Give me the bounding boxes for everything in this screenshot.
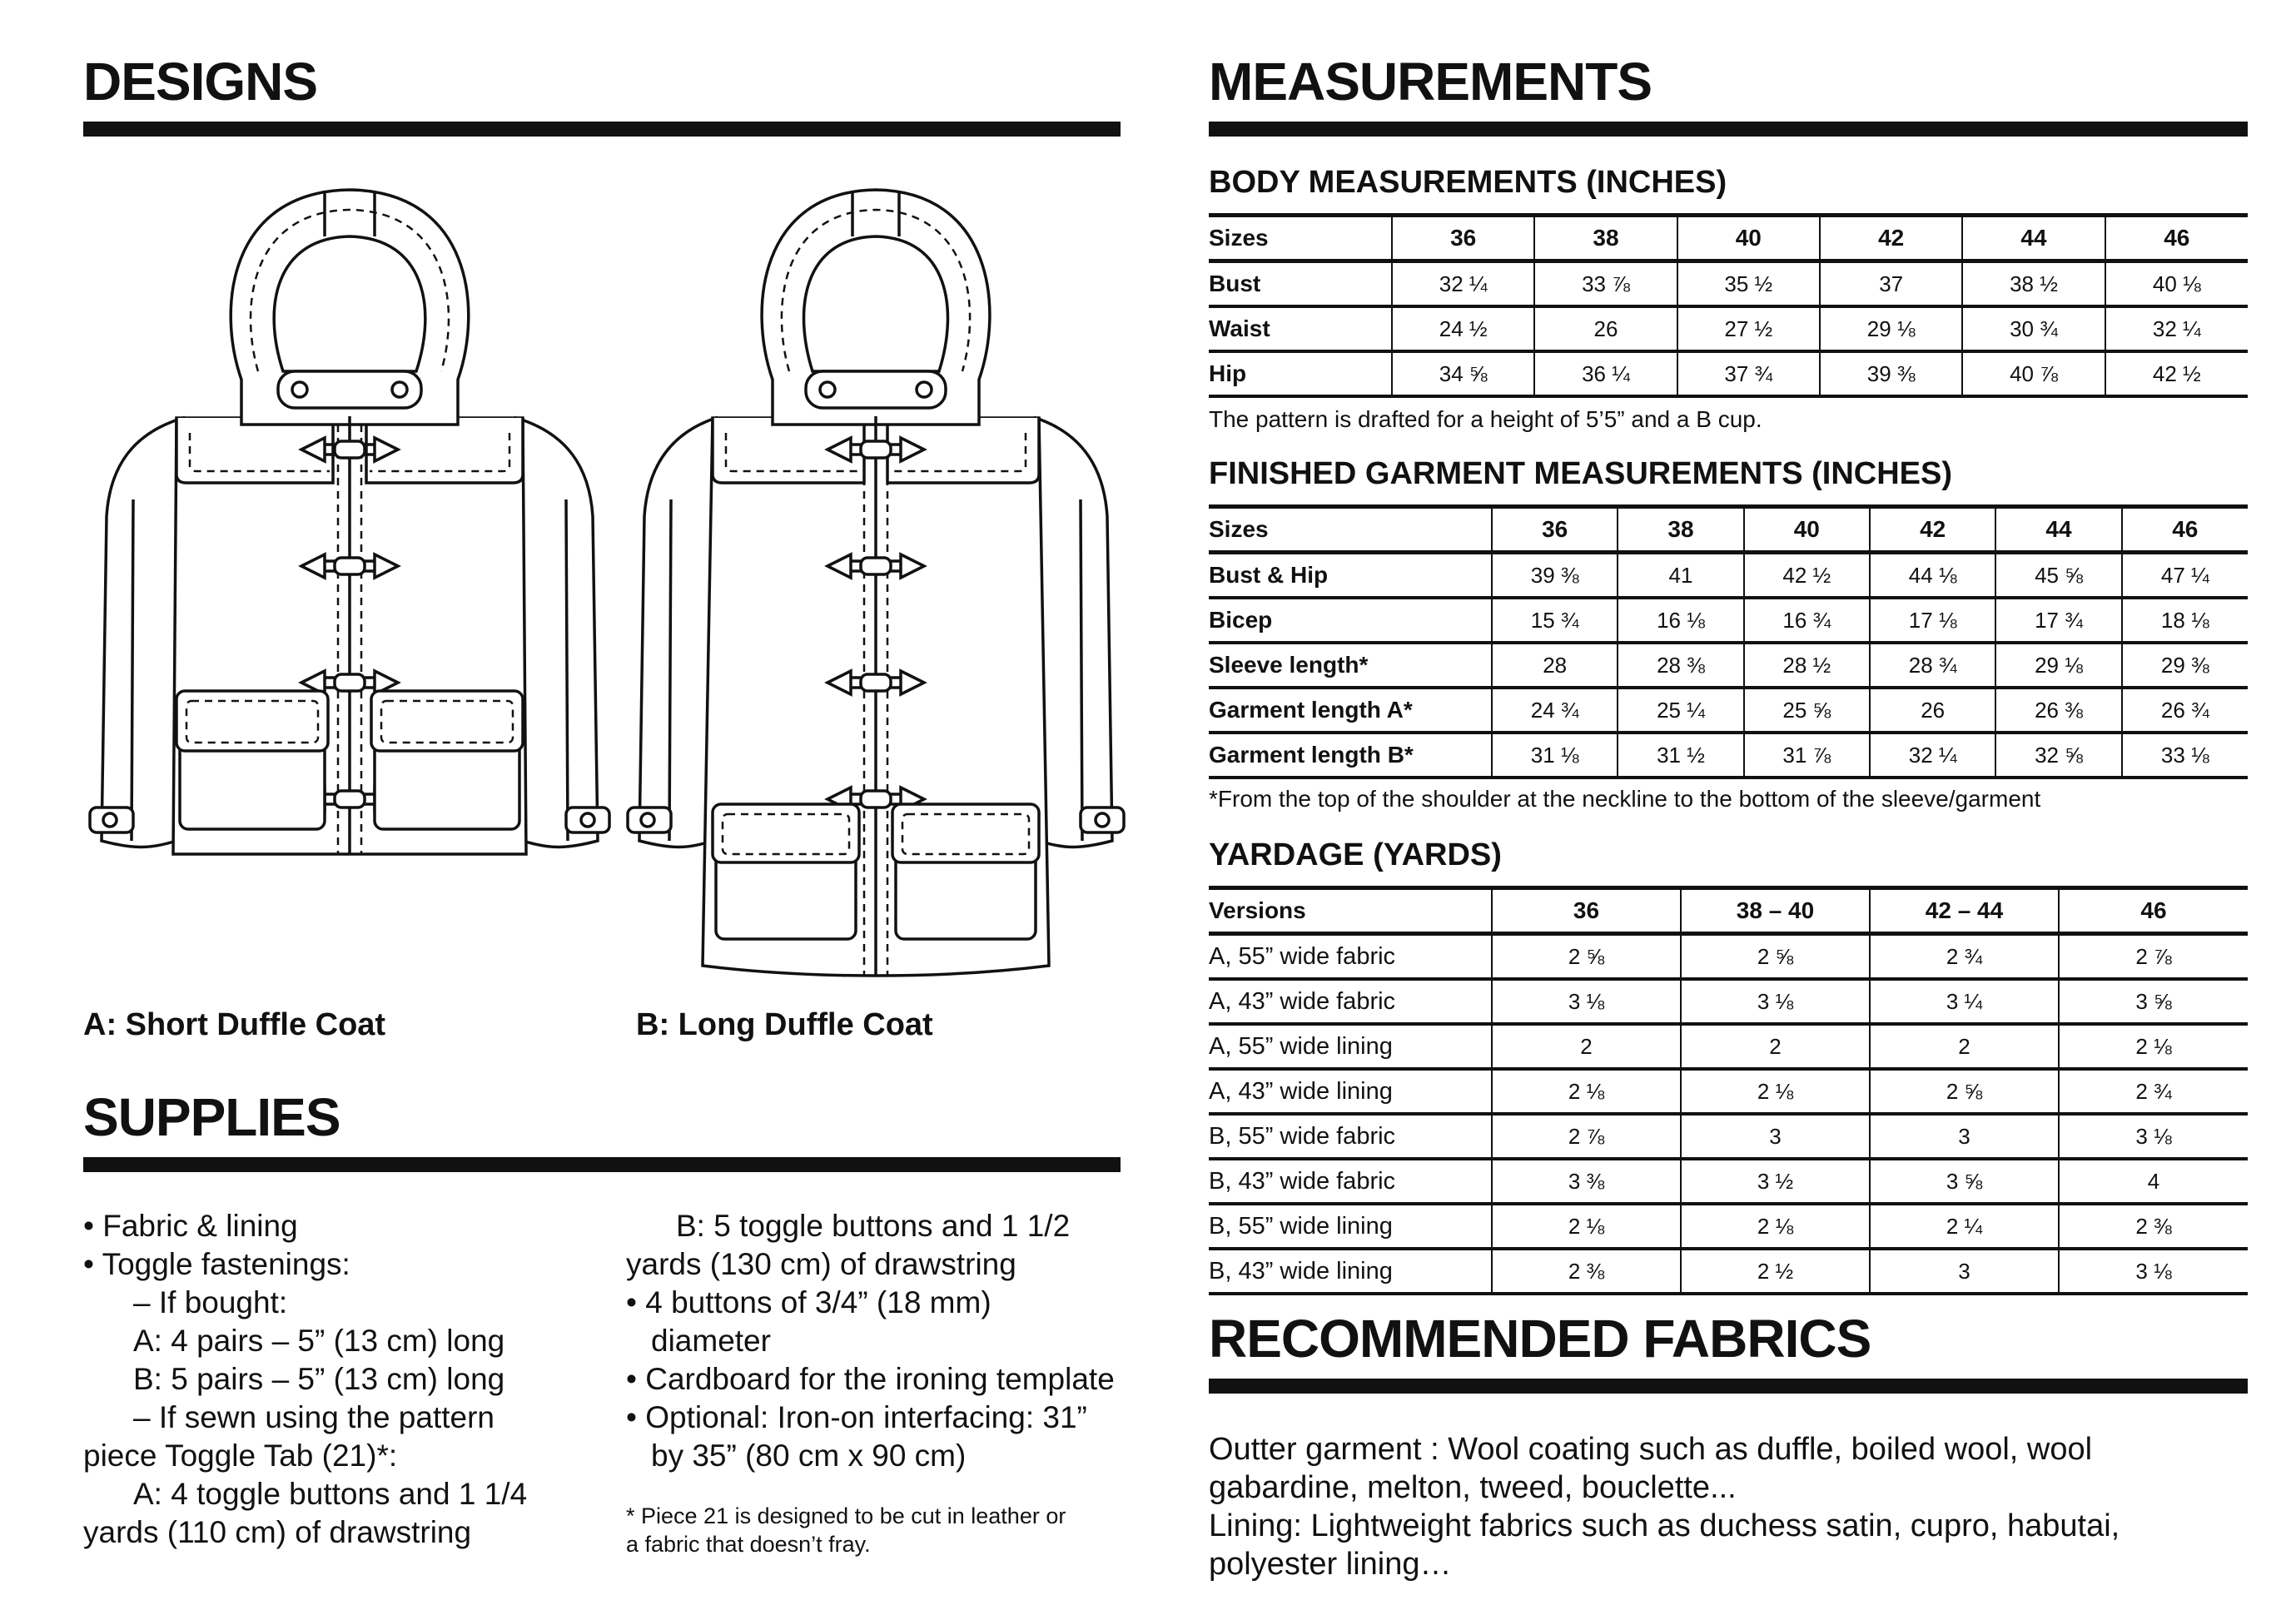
- table-cell: 47 ¼: [2122, 553, 2248, 599]
- supplies-item: yards (110 cm) of drawstring: [83, 1515, 472, 1549]
- table-row: [1209, 1114, 2248, 1159]
- table-cell: 3: [1870, 1249, 2059, 1294]
- supplies-item: diameter: [651, 1324, 771, 1358]
- table-header-row: [1209, 507, 2248, 553]
- table-cell: 27 ½: [1677, 306, 1820, 351]
- table-row: [1209, 553, 2248, 599]
- table-cell: 2 ¾: [1870, 934, 2059, 980]
- table-cell: 26: [1870, 688, 1995, 733]
- table-cell: 26: [1534, 306, 1677, 351]
- table-cell: 2 ⅛: [2059, 1024, 2248, 1069]
- header-cell: 38 – 40: [1681, 888, 1870, 934]
- table-cell: 28 ¾: [1870, 643, 1995, 688]
- header-cell: 36: [1492, 888, 1681, 934]
- yardage-title: YARDAGE (YARDS): [1209, 837, 1502, 872]
- row-label: Sleeve length*: [1209, 643, 1492, 688]
- table-cell: 28 ½: [1744, 643, 1870, 688]
- finished-measurements-table: [1209, 504, 2248, 779]
- body-measurements-table: [1209, 213, 2248, 398]
- table-cell: 3 ⅛: [1681, 979, 1870, 1024]
- table-cell: 3 ⅛: [1492, 979, 1681, 1024]
- body-measurements-note: The pattern is drafted for a height of 5’5” and a B cup.: [1209, 406, 1762, 432]
- table-cell: 31 ⅞: [1744, 733, 1870, 778]
- header-cell: 36: [1492, 507, 1618, 553]
- table-cell: 2 ⅜: [1492, 1249, 1681, 1294]
- table-cell: 31 ⅛: [1492, 733, 1618, 778]
- table-cell: 28: [1492, 643, 1618, 688]
- table-cell: 2 ½: [1681, 1249, 1870, 1294]
- supplies-list-col1: [83, 1207, 527, 1552]
- yardage-table: [1209, 886, 2248, 1295]
- finished-measurements-note: *From the top of the shoulder at the neckline to the bottom of the sleeve/garment: [1209, 786, 2041, 812]
- row-label: Waist: [1209, 306, 1392, 351]
- supplies-item: A: 4 toggle buttons and 1 1/4: [133, 1477, 528, 1511]
- table-cell: 25 ¼: [1618, 688, 1743, 733]
- table-cell: 24 ¾: [1492, 688, 1618, 733]
- row-label: A, 55” wide fabric: [1209, 934, 1492, 980]
- table-cell: 38 ½: [1962, 261, 2105, 307]
- fabrics-outer: Outter garment : Wool coating such as duffle, boiled wool, wool gabardine, melton, tweed, bouclette...: [1209, 1432, 2093, 1505]
- row-label: A, 43” wide fabric: [1209, 979, 1492, 1024]
- table-cell: 34 ⅝: [1392, 351, 1534, 396]
- table-cell: 42 ½: [2105, 351, 2248, 396]
- table-cell: 3 ½: [1681, 1159, 1870, 1204]
- supplies-item: B: 5 pairs – 5” (13 cm) long: [133, 1362, 505, 1396]
- row-label: B, 43” wide fabric: [1209, 1159, 1492, 1204]
- supplies-item: yards (130 cm) of drawstring: [626, 1247, 1016, 1281]
- table-cell: 2 ⅝: [1870, 1069, 2059, 1114]
- row-label: Garment length A*: [1209, 688, 1492, 733]
- table-row: [1209, 688, 2248, 733]
- table-row: [1209, 598, 2248, 643]
- header-cell: 42 – 44: [1870, 888, 2059, 934]
- table-cell: 3 ⅛: [2059, 1249, 2248, 1294]
- body-measurements-title: BODY MEASUREMENTS (INCHES): [1209, 165, 1727, 200]
- header-cell: 46: [2122, 507, 2248, 553]
- table-row: [1209, 1204, 2248, 1249]
- table-row: [1209, 733, 2248, 778]
- table-cell: 42 ½: [1744, 553, 1870, 599]
- header-cell: 42: [1870, 507, 1995, 553]
- table-cell: 44 ⅛: [1870, 553, 1995, 599]
- supplies-heading: SUPPLIES: [83, 1087, 340, 1147]
- row-label: Hip: [1209, 351, 1392, 396]
- row-label: B, 43” wide lining: [1209, 1249, 1492, 1294]
- table-cell: 37: [1820, 261, 1962, 307]
- supplies-item: – If bought:: [133, 1285, 288, 1319]
- table-cell: 16 ¾: [1744, 598, 1870, 643]
- header-cell: Versions: [1209, 888, 1492, 934]
- coat-b-caption: B: Long Duffle Coat: [636, 1007, 933, 1042]
- footnote-line: a fabric that doesn’t fray.: [626, 1532, 871, 1557]
- table-cell: 2 ⅛: [1681, 1069, 1870, 1114]
- table-cell: 2 ⅜: [2059, 1204, 2248, 1249]
- fabrics-heading: RECOMMENDED FABRICS: [1209, 1309, 1871, 1369]
- supplies-item: • 4 buttons of 3/4” (18 mm): [626, 1285, 991, 1319]
- table-cell: 40 ⅛: [2105, 261, 2248, 307]
- table-cell: 2 ⅛: [1492, 1204, 1681, 1249]
- header-cell: 46: [2059, 888, 2248, 934]
- table-row: [1209, 1069, 2248, 1114]
- supplies-item: A: 4 pairs – 5” (13 cm) long: [133, 1324, 505, 1358]
- table-cell: 26 ¾: [2122, 688, 2248, 733]
- supplies-footnote: [626, 1502, 1066, 1558]
- supplies-rule: [83, 1157, 1121, 1172]
- row-label: A, 55” wide lining: [1209, 1024, 1492, 1069]
- row-label: Bicep: [1209, 598, 1492, 643]
- table-cell: 33 ⅞: [1534, 261, 1677, 307]
- table-cell: 2 ¾: [2059, 1069, 2248, 1114]
- table-header-row: [1209, 216, 2248, 261]
- table-cell: 2 ¼: [1870, 1204, 2059, 1249]
- finished-measurements-title: FINISHED GARMENT MEASUREMENTS (INCHES): [1209, 456, 1953, 491]
- coat-a-drawing: [83, 183, 616, 899]
- table-cell: 2: [1492, 1024, 1681, 1069]
- table-cell: 2 ⅝: [1681, 934, 1870, 980]
- table-cell: 2 ⅞: [2059, 934, 2248, 980]
- table-cell: 17 ¾: [1995, 598, 2121, 643]
- table-cell: 18 ⅛: [2122, 598, 2248, 643]
- table-row: [1209, 261, 2248, 307]
- table-cell: 29 ⅛: [1820, 306, 1962, 351]
- table-row: [1209, 1024, 2248, 1069]
- table-cell: 39 ⅜: [1492, 553, 1618, 599]
- table-cell: 37 ¾: [1677, 351, 1820, 396]
- row-label: B, 55” wide fabric: [1209, 1114, 1492, 1159]
- measurements-heading: MEASUREMENTS: [1209, 52, 1652, 112]
- designs-rule: [83, 122, 1121, 137]
- table-cell: 3: [1681, 1114, 1870, 1159]
- table-row: [1209, 979, 2248, 1024]
- row-label: A, 43” wide lining: [1209, 1069, 1492, 1114]
- header-cell: Sizes: [1209, 216, 1392, 261]
- table-row: [1209, 306, 2248, 351]
- header-cell: 36: [1392, 216, 1534, 261]
- table-row: [1209, 1159, 2248, 1204]
- table-cell: 39 ⅜: [1820, 351, 1962, 396]
- table-cell: 24 ½: [1392, 306, 1534, 351]
- header-cell: Sizes: [1209, 507, 1492, 553]
- header-cell: 42: [1820, 216, 1962, 261]
- table-cell: 29 ⅜: [2122, 643, 2248, 688]
- table-cell: 2 ⅞: [1492, 1114, 1681, 1159]
- table-row: [1209, 934, 2248, 980]
- supplies-list-col2: [626, 1207, 1115, 1475]
- table-cell: 28 ⅜: [1618, 643, 1743, 688]
- header-cell: 38: [1618, 507, 1743, 553]
- table-cell: 35 ½: [1677, 261, 1820, 307]
- fabrics-text: [1209, 1430, 2248, 1583]
- coat-b-drawing: [626, 183, 1126, 999]
- table-cell: 3 ⅛: [2059, 1114, 2248, 1159]
- table-cell: 2: [1870, 1024, 2059, 1069]
- table-cell: 32 ¼: [2105, 306, 2248, 351]
- fabrics-lining: Lining: Lightweight fabrics such as duchess satin, cupro, habutai, polyester lining…: [1209, 1508, 2120, 1582]
- table-cell: 2 ⅝: [1492, 934, 1681, 980]
- supplies-item: B: 5 toggle buttons and 1 1/2: [676, 1209, 1071, 1243]
- supplies-item: • Cardboard for the ironing template: [626, 1362, 1115, 1396]
- table-cell: 30 ¾: [1962, 306, 2105, 351]
- supplies-item: piece Toggle Tab (21)*:: [83, 1439, 398, 1473]
- table-cell: 32 ¼: [1870, 733, 1995, 778]
- row-label: Bust & Hip: [1209, 553, 1492, 599]
- table-cell: 2 ⅛: [1681, 1204, 1870, 1249]
- table-cell: 31 ½: [1618, 733, 1743, 778]
- table-cell: 32 ⅝: [1995, 733, 2121, 778]
- header-cell: 40: [1677, 216, 1820, 261]
- measurements-rule: [1209, 122, 2248, 137]
- header-cell: 40: [1744, 507, 1870, 553]
- table-cell: 2: [1681, 1024, 1870, 1069]
- fabrics-rule: [1209, 1379, 2248, 1394]
- header-cell: 38: [1534, 216, 1677, 261]
- table-cell: 36 ¼: [1534, 351, 1677, 396]
- header-cell: 44: [1962, 216, 2105, 261]
- table-cell: 32 ¼: [1392, 261, 1534, 307]
- table-cell: 17 ⅛: [1870, 598, 1995, 643]
- footnote-line: * Piece 21 is designed to be cut in leather or: [626, 1503, 1066, 1528]
- header-cell: 44: [1995, 507, 2121, 553]
- supplies-item: • Fabric & lining: [83, 1209, 298, 1243]
- supplies-item: – If sewn using the pattern: [133, 1400, 494, 1434]
- table-cell: 4: [2059, 1159, 2248, 1204]
- table-cell: 15 ¾: [1492, 598, 1618, 643]
- supplies-item: • Toggle fastenings:: [83, 1247, 350, 1281]
- table-cell: 3 ⅝: [2059, 979, 2248, 1024]
- table-cell: 25 ⅝: [1744, 688, 1870, 733]
- table-cell: 41: [1618, 553, 1743, 599]
- table-cell: 29 ⅛: [1995, 643, 2121, 688]
- table-header-row: [1209, 888, 2248, 934]
- table-cell: 3: [1870, 1114, 2059, 1159]
- table-cell: 3 ⅝: [1870, 1159, 2059, 1204]
- table-row: [1209, 643, 2248, 688]
- coat-a-caption: A: Short Duffle Coat: [83, 1007, 386, 1042]
- table-cell: 40 ⅞: [1962, 351, 2105, 396]
- row-label: Bust: [1209, 261, 1392, 307]
- table-cell: 3 ¼: [1870, 979, 2059, 1024]
- designs-heading: DESIGNS: [83, 52, 318, 112]
- table-cell: 45 ⅝: [1995, 553, 2121, 599]
- row-label: B, 55” wide lining: [1209, 1204, 1492, 1249]
- table-cell: 16 ⅛: [1618, 598, 1743, 643]
- supplies-item: by 35” (80 cm x 90 cm): [651, 1439, 967, 1473]
- table-cell: 33 ⅛: [2122, 733, 2248, 778]
- table-cell: 2 ⅛: [1492, 1069, 1681, 1114]
- table-row: [1209, 1249, 2248, 1294]
- table-row: [1209, 351, 2248, 396]
- table-cell: 26 ⅜: [1995, 688, 2121, 733]
- table-cell: 3 ⅜: [1492, 1159, 1681, 1204]
- row-label: Garment length B*: [1209, 733, 1492, 778]
- supplies-item: • Optional: Iron-on interfacing: 31”: [626, 1400, 1087, 1434]
- header-cell: 46: [2105, 216, 2248, 261]
